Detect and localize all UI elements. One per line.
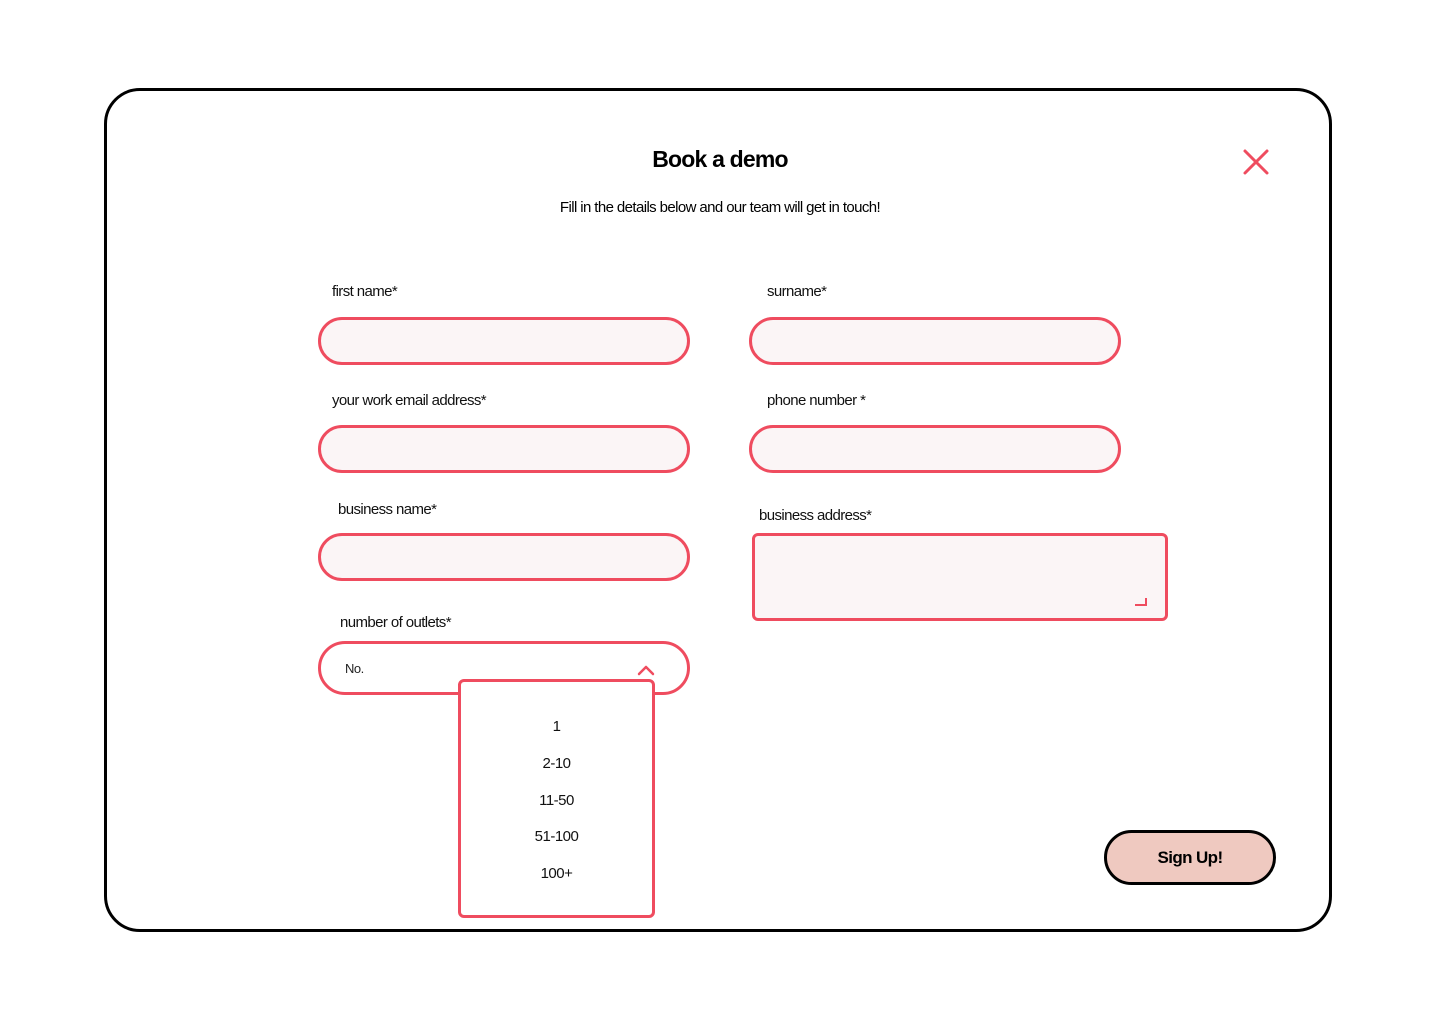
modal-title: Book a demo — [652, 146, 788, 172]
outlets-option[interactable]: 100+ — [540, 865, 573, 882]
first-name-label: first name* — [332, 283, 398, 300]
email-label: your work email address* — [332, 392, 486, 409]
modal-subtitle: Fill in the details below and our team will get in touch! — [559, 199, 881, 216]
close-icon — [1240, 146, 1272, 178]
surname-label: surname* — [767, 283, 827, 300]
close-button[interactable] — [1240, 146, 1272, 178]
business-address-textarea[interactable] — [752, 533, 1168, 621]
resize-grip-icon[interactable] — [1135, 598, 1147, 606]
outlets-option[interactable]: 51-100 — [534, 828, 579, 845]
outlets-option[interactable]: 11-50 — [539, 792, 574, 809]
business-name-input[interactable] — [318, 533, 690, 581]
outlets-dropdown-menu — [458, 679, 655, 918]
surname-input[interactable] — [749, 317, 1121, 365]
phone-input[interactable] — [749, 425, 1121, 473]
email-input[interactable] — [318, 425, 690, 473]
business-name-label: business name* — [338, 501, 437, 518]
sign-up-button[interactable]: Sign Up! — [1104, 830, 1276, 885]
outlets-label: number of outlets* — [340, 614, 451, 631]
business-address-label: business address* — [759, 507, 872, 524]
outlets-option[interactable]: 1 — [552, 718, 561, 735]
chevron-up-icon[interactable] — [637, 664, 655, 676]
phone-label: phone number * — [767, 392, 866, 409]
first-name-input[interactable] — [318, 317, 690, 365]
outlets-option[interactable]: 2-10 — [542, 755, 571, 772]
outlets-selected-value: No. — [345, 661, 364, 676]
